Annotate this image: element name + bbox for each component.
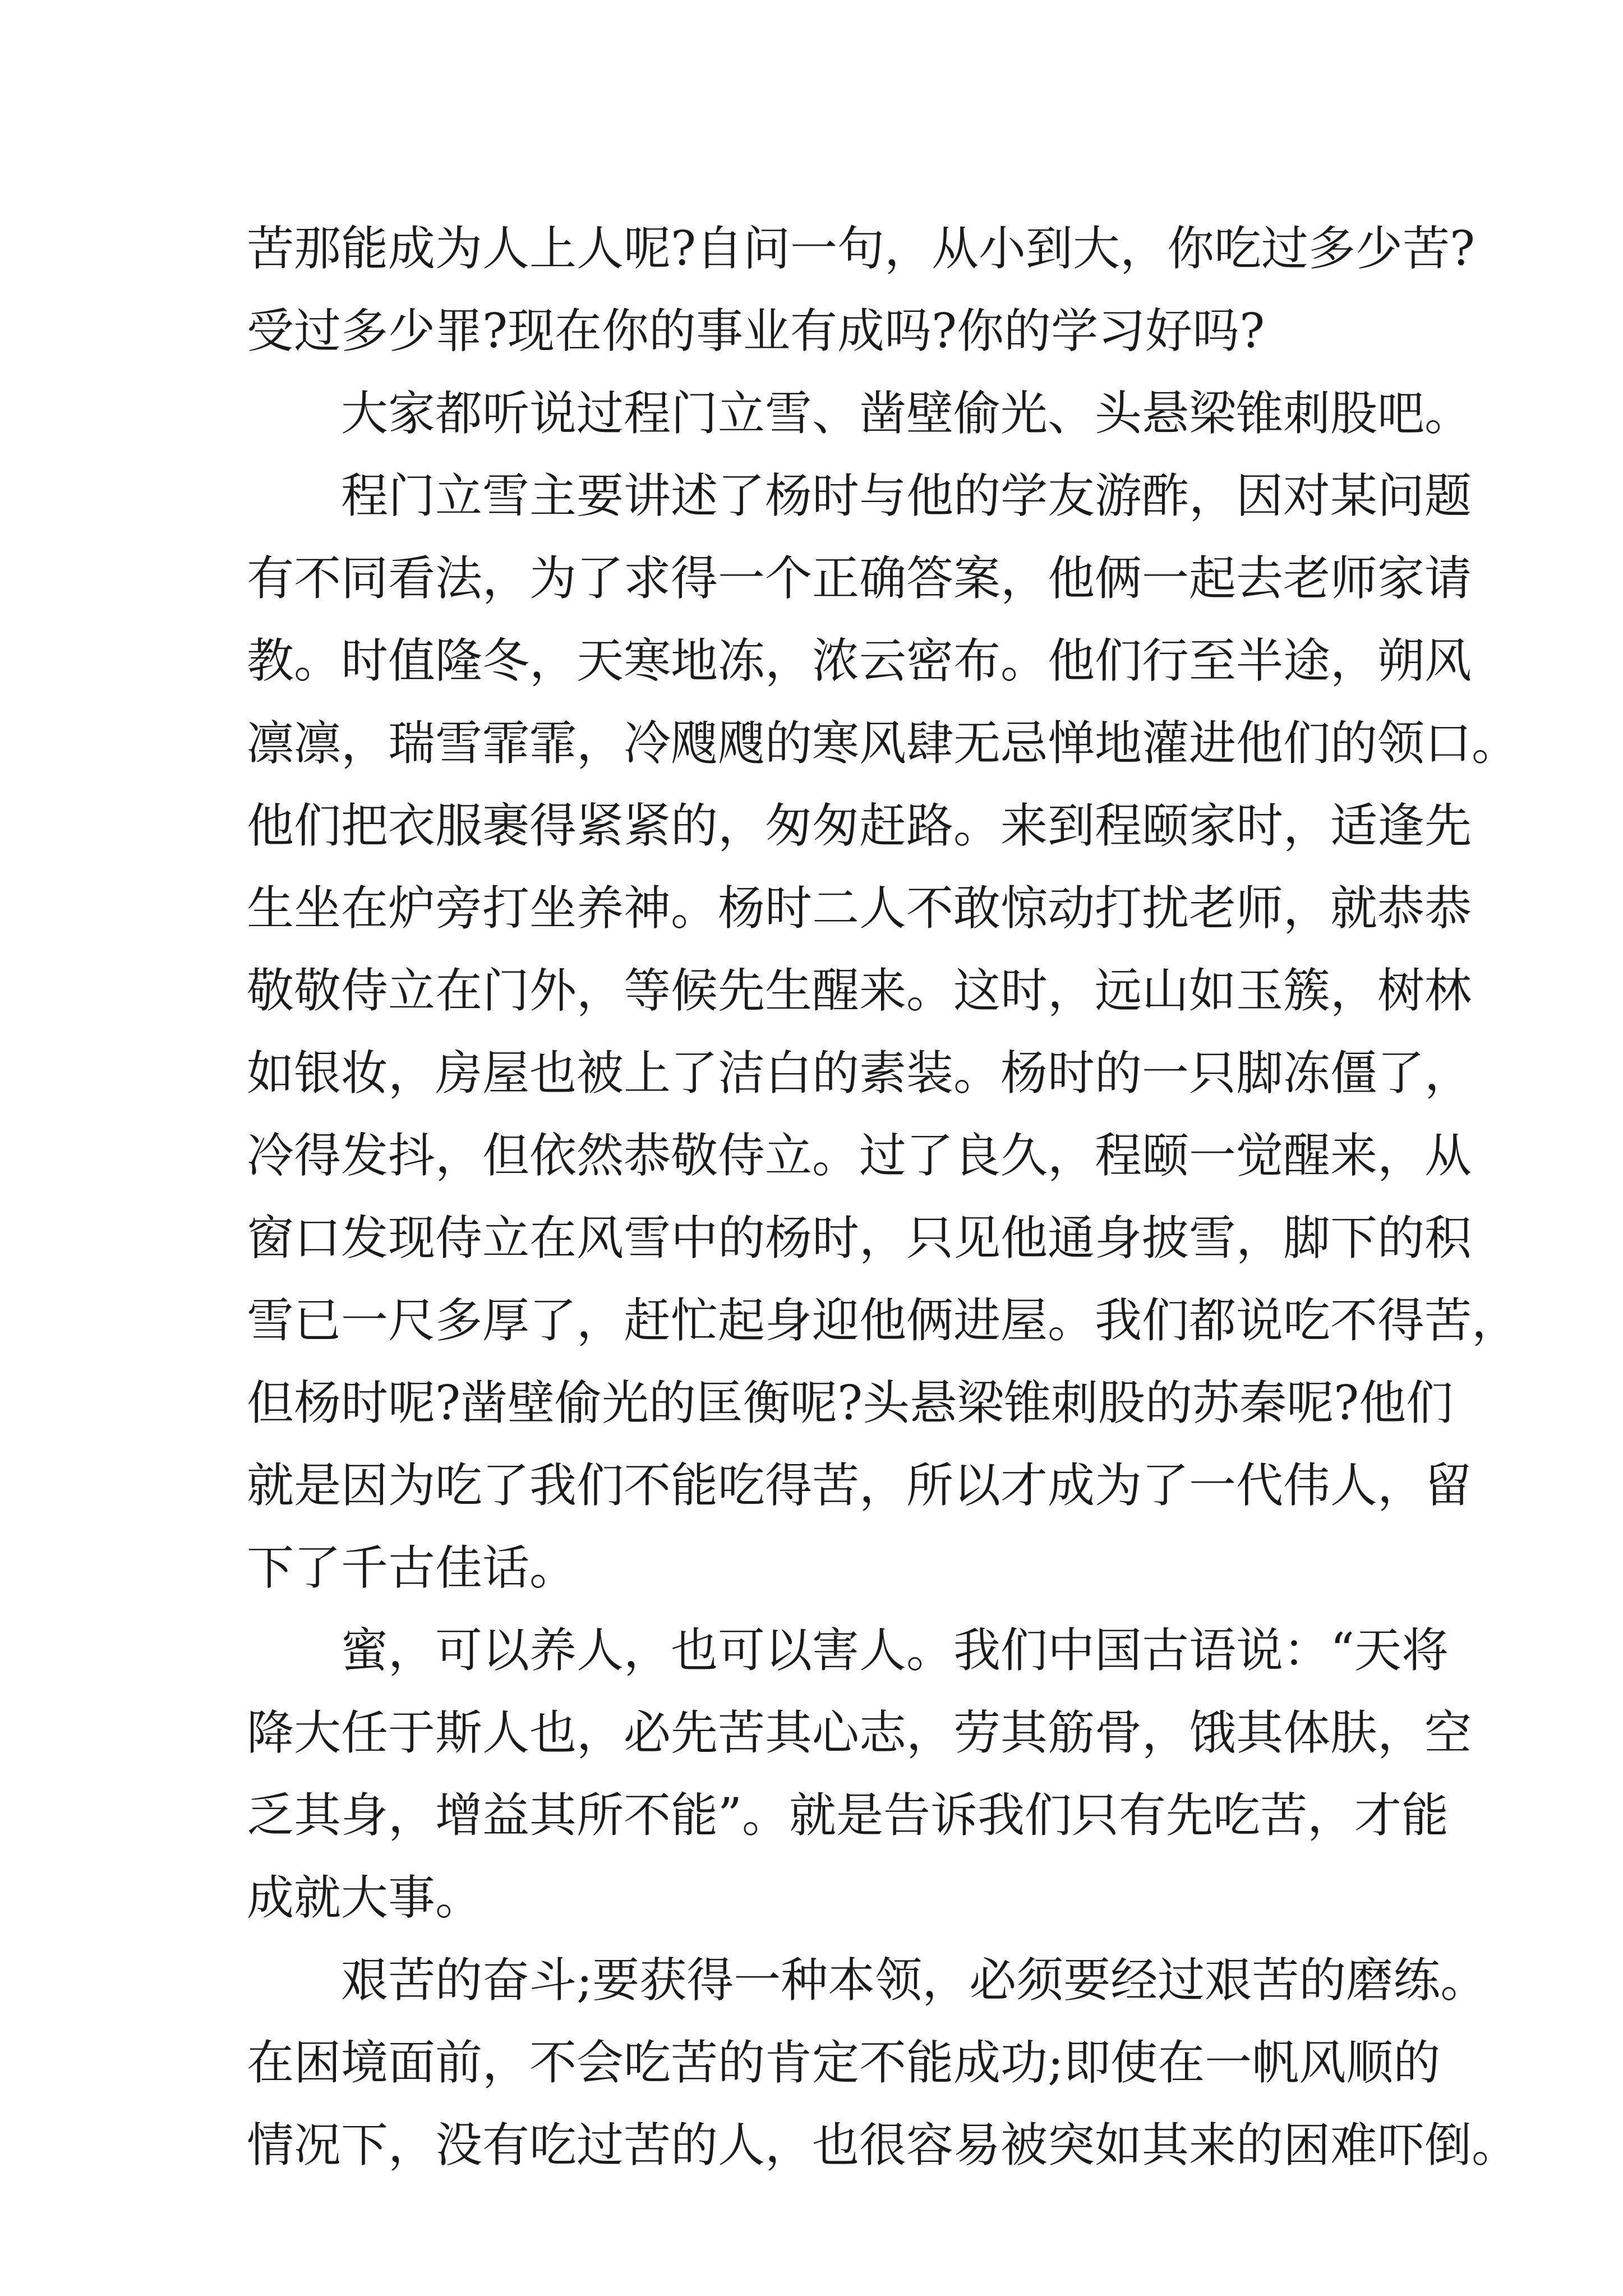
text-line: 雪已一尺多厚了，赶忙起身迎他俩进屋。我们都说吃不得苦， [247, 1293, 1519, 1348]
text-line: 乏其身，增益其所不能”。就是告诉我们只有先吃苦，才能 [247, 1788, 1449, 1843]
text-line: 苦那能成为人上人呢?自问一句，从小到大，你吃过多少苦? [247, 221, 1476, 276]
text-line: 降大任于斯人也，必先苦其心志，劳其筋骨，饿其体肤，空 [247, 1705, 1472, 1760]
text-line: 生坐在炉旁打坐养神。杨时二人不敢惊动打扰老师，就恭恭 [247, 881, 1472, 936]
text-line: 冷得发抖，但依然恭敬侍立。过了良久，程颐一觉醒来，从 [247, 1128, 1472, 1183]
text-line: 受过多少罪?现在你的事业有成吗?你的学习好吗? [247, 303, 1265, 358]
text-line: 就是因为吃了我们不能吃得苦，所以才成为了一代伟人，留 [247, 1458, 1472, 1513]
text-line: 下了千古佳话。 [247, 1540, 577, 1595]
text-line: 艰苦的奋斗;要获得一种本领，必须要经过艰苦的磨练。 [247, 1953, 1488, 2008]
text-line: 情况下，没有吃过苦的人，也很容易被突如其来的困难吓倒。 [247, 2118, 1519, 2173]
text-line: 敬敬侍立在门外，等候先生醒来。这时，远山如玉簇，树林 [247, 963, 1472, 1018]
text-line: 大家都听说过程门立雪、凿壁偷光、头悬梁锥刺股吧。 [247, 386, 1472, 441]
text-line: 如银妆，房屋也被上了洁白的素装。杨时的一只脚冻僵了， [247, 1046, 1472, 1101]
text-line: 但杨时呢?凿壁偷光的匡衡呢?头悬梁锥刺股的苏秦呢?他们 [247, 1375, 1454, 1430]
text-line: 成就大事。 [247, 1870, 483, 1925]
text-line: 蜜，可以养人，也可以害人。我们中国古语说：“天将 [247, 1623, 1449, 1678]
text-line: 程门立雪主要讲述了杨时与他的学友游酢，因对某问题 [247, 468, 1472, 523]
text-line: 凛凛，瑞雪霏霏，冷飕飕的寒风肆无忌惮地灌进他们的领口。 [247, 716, 1519, 771]
text-line: 教。时值隆冬，天寒地冻，浓云密布。他们行至半途，朔风 [247, 633, 1472, 688]
text-line: 有不同看法，为了求得一个正确答案，他俩一起去老师家请 [247, 551, 1472, 606]
text-line: 窗口发现侍立在风雪中的杨时，只见他通身披雪，脚下的积 [247, 1211, 1472, 1266]
text-line: 他们把衣服裹得紧紧的，匆匆赶路。来到程颐家时，适逢先 [247, 798, 1472, 853]
text-line: 在困境面前，不会吃苦的肯定不能成功;即使在一帆风顺的 [247, 2035, 1441, 2090]
